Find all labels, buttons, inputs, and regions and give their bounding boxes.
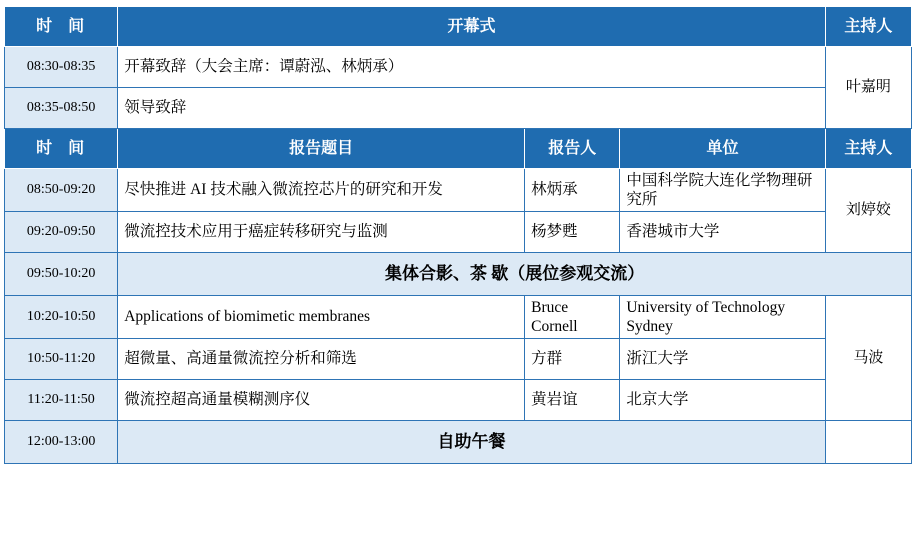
conference-agenda-table [4,6,912,464]
row-organization: 浙江大学 [620,339,825,380]
row-speaker: 林炳承 [525,169,620,212]
row-time: 09:50-10:20 [5,253,118,296]
session-one-header-row [5,129,912,169]
row-speaker: 黄岩谊 [525,380,620,421]
header-topic: 报告题目 [118,129,525,169]
row-host: 刘婷姣 [825,169,911,253]
row-organization: 香港城市大学 [620,212,825,253]
row-speaker: 方群 [525,339,620,380]
row-time: 08:30-08:35 [5,47,118,88]
row-time: 11:20-11:50 [5,380,118,421]
row-time: 10:50-11:20 [5,339,118,380]
row-title: 开幕致辞（大会主席：谭蔚泓、林炳承） [118,47,826,88]
row-host: 马波 [825,296,911,421]
agenda-page [0,6,915,557]
lunch-host-cell [825,421,911,464]
table-row [5,380,912,421]
row-title: 超微量、高通量微流控分析和筛选 [118,339,525,380]
row-title: Applications of biomimetic membranes [118,296,525,339]
row-organization: 北京大学 [620,380,825,421]
row-organization: 中国科学院大连化学物理研究所 [620,169,825,212]
row-speaker: 杨梦甦 [525,212,620,253]
row-time: 08:35-08:50 [5,88,118,129]
table-row [5,296,912,339]
table-row [5,169,912,212]
row-time: 08:50-09:20 [5,169,118,212]
header-speaker: 报告人 [525,129,620,169]
row-title: 微流控技术应用于癌症转移研究与监测 [118,212,525,253]
header-host: 主持人 [825,129,911,169]
row-title: 微流控超高通量模糊测序仪 [118,380,525,421]
row-title: 尽快推进 AI 技术融入微流控芯片的研究和开发 [118,169,525,212]
row-title: 领导致辞 [118,88,826,129]
table-row [5,212,912,253]
row-time: 09:20-09:50 [5,212,118,253]
table-row [5,47,912,88]
row-speaker: Bruce Cornell [525,296,620,339]
header-organization: 单位 [620,129,825,169]
table-row [5,339,912,380]
header-host: 主持人 [825,7,911,47]
header-time: 时 间 [5,7,118,47]
opening-header-row [5,7,912,47]
row-organization: University of Technology Sydney [620,296,825,339]
lunch-row [5,421,912,464]
row-time: 10:20-10:50 [5,296,118,339]
header-time: 时 间 [5,129,118,169]
header-opening: 开幕式 [118,7,826,47]
table-row [5,88,912,129]
row-host: 叶嘉明 [825,47,911,129]
break-row [5,253,912,296]
break-label: 集体合影、茶 歇（展位参观交流） [118,253,912,296]
row-time: 12:00-13:00 [5,421,118,464]
lunch-label: 自助午餐 [118,421,826,464]
